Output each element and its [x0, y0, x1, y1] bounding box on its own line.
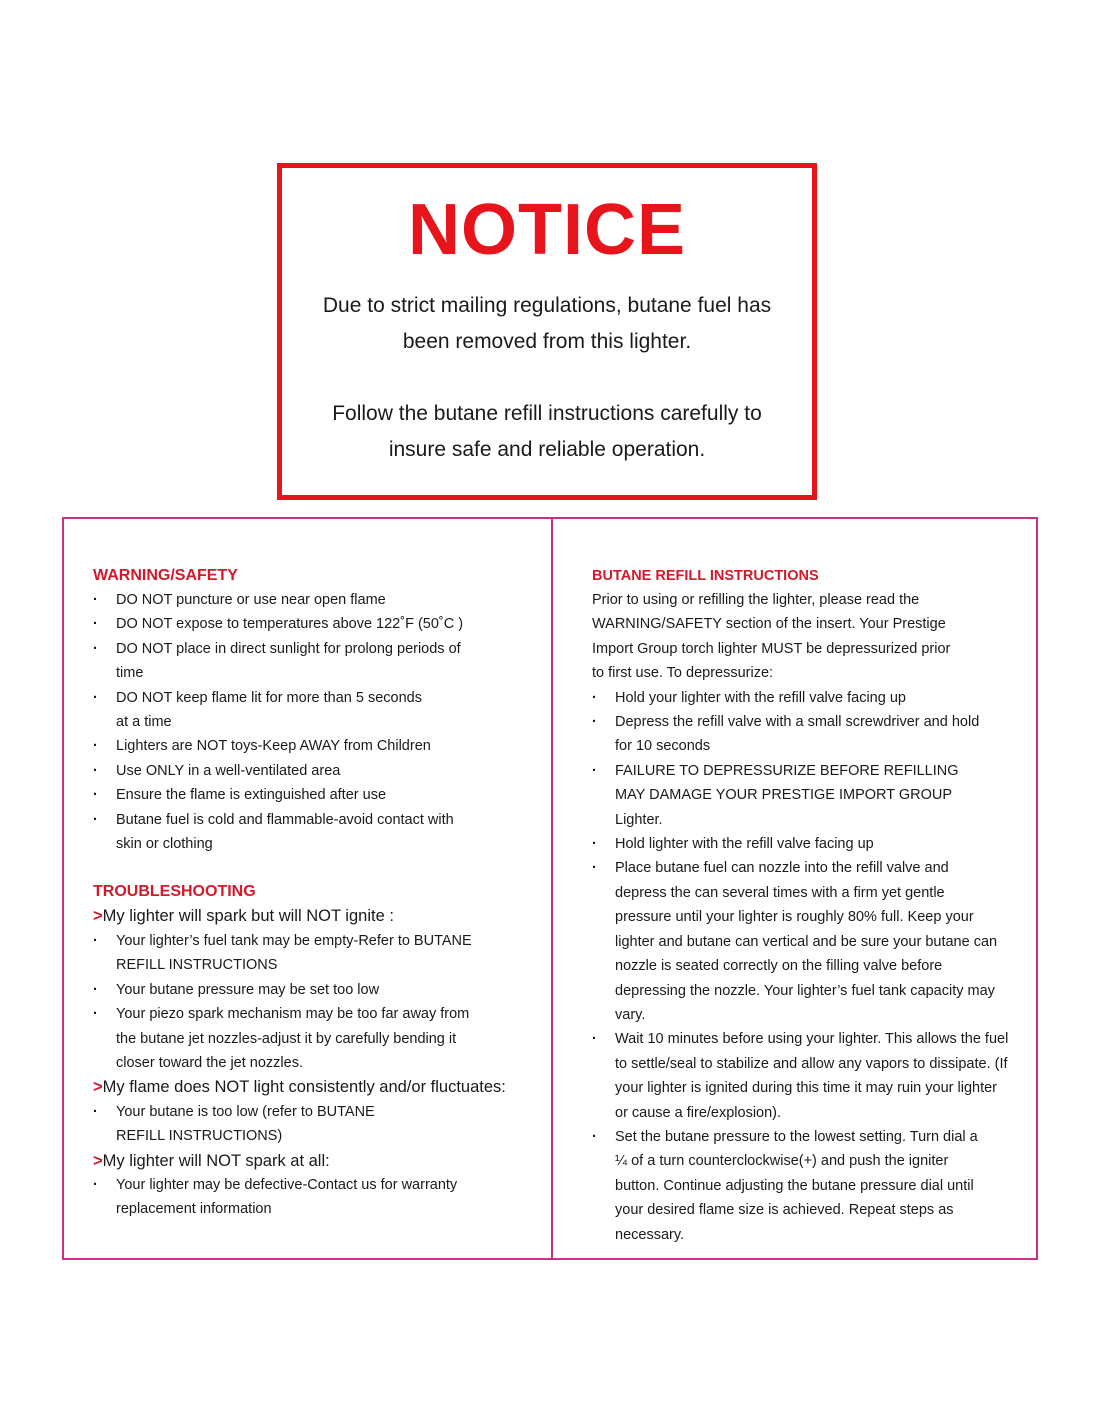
warning-list: [93, 588, 533, 856]
refill-step: · Wait 10 minutes before using your lighter. This allows the fuel to settle/seal to stabilize and allow any vapors to dissipate. (If your lighter is ignited during this time it may ruin your lighter or cause a fire/explosion).: [592, 1027, 1010, 1125]
refill-step: · Hold your lighter with the refill valve facing up: [592, 686, 1022, 710]
issue-marker: >: [93, 907, 103, 926]
warning-item: · Use ONLY in a well-ventilated area: [93, 759, 533, 783]
warning-item: · DO NOT expose to temperatures above 122˚F (50˚C ): [93, 612, 533, 636]
instruction-panels: [62, 517, 1038, 1260]
refill-steps: [592, 686, 1022, 1247]
notice-refill-text: Follow the butane refill instructions carefully to insure safe and reliable operation.: [332, 402, 762, 461]
issue-question: [93, 1075, 533, 1099]
refill-step: · FAILURE TO DEPRESSURIZE BEFORE REFILLING MAY DAMAGE YOUR PRESTIGE IMPORT GROUP Lighter.: [592, 759, 985, 832]
issue-question-text: My lighter will spark but will NOT ignite :: [102, 907, 394, 926]
issue-marker: >: [93, 1151, 103, 1170]
issue-marker: >: [93, 1078, 103, 1097]
notice-mailing-text: Due to strict mailing regulations, butane fuel has been removed from this lighter.: [322, 294, 772, 353]
warning-heading: WARNING/SAFETY: [93, 567, 238, 584]
warning-item: · Butane fuel is cold and flammable-avoid contact with skin or clothing: [93, 808, 476, 857]
refill-step: · Depress the refill valve with a small screwdriver and hold for 10 seconds: [592, 710, 990, 759]
warning-item: · Ensure the flame is extinguished after use: [93, 783, 533, 807]
warning-item: · DO NOT keep flame lit for more than 5 seconds at a time: [93, 686, 436, 735]
notice-box: [277, 163, 817, 500]
refill-step: · Set the butane pressure to the lowest setting. Turn dial a ¼ of a turn counterclockwise(+) and push the igniter button. Continue adjusting the butane pressure dial until your desired flame size is achieved. Repeat steps as necessary.: [592, 1125, 990, 1247]
notice-title: NOTICE: [407, 190, 686, 270]
refill-step: · Hold lighter with the refill valve facing up: [592, 832, 1022, 856]
issue-answer: · Your butane is too low (refer to BUTANE REFILL INSTRUCTIONS): [93, 1100, 406, 1149]
right-column: [592, 564, 1022, 1247]
troubleshooting-heading: TROUBLESHOOTING: [93, 883, 256, 901]
issue-answers: [93, 1173, 533, 1222]
panel-divider: [551, 519, 553, 1258]
issue-answer: · Your lighter’s fuel tank may be empty-Refer to BUTANE REFILL INSTRUCTIONS: [93, 929, 486, 978]
issue-answer: · Your lighter may be defective-Contact us for warranty replacement information: [93, 1173, 481, 1222]
left-column: [93, 564, 533, 1222]
issue-answers: [93, 1100, 533, 1149]
warning-item: · DO NOT puncture or use near open flame: [93, 588, 476, 612]
refill-step: · Place butane fuel can nozzle into the refill valve and depress the can several times with a firm yet gentle pressure until your lighter is roughly 80% full. Keep your lighter and butane can vertical and be sure your butane can nozzle is seated correctly on the filling valve before depressing the nozzle. Your lighter’s fuel tank capacity may vary.: [592, 856, 1000, 1027]
issue-answers: [93, 929, 533, 1075]
issue-answer: · Your piezo spark mechanism may be too far away from the butane jet nozzles-adjust it by carefully bending it closer toward the jet nozzles.: [93, 1002, 481, 1075]
issue-question: [93, 904, 533, 928]
issue-question-text: My flame does NOT light consistently and/or fluctuates:: [102, 1078, 506, 1097]
warning-item: · DO NOT place in direct sunlight for prolong periods of time: [93, 637, 461, 686]
warning-item: · Lighters are NOT toys-Keep AWAY from Children: [93, 734, 533, 758]
refill-intro: Prior to using or refilling the lighter, please read the WARNING/SAFETY section of the insert. Your Prestige Import Group torch lighter MUST be depressurized prior to first use. To depressurize:: [592, 592, 951, 682]
issue-question: [93, 1149, 533, 1173]
issue-question-text: My lighter will NOT spark at all:: [102, 1151, 330, 1170]
refill-heading: BUTANE REFILL INSTRUCTIONS: [592, 568, 819, 584]
issue-answer: · Your butane pressure may be set too low: [93, 978, 533, 1002]
